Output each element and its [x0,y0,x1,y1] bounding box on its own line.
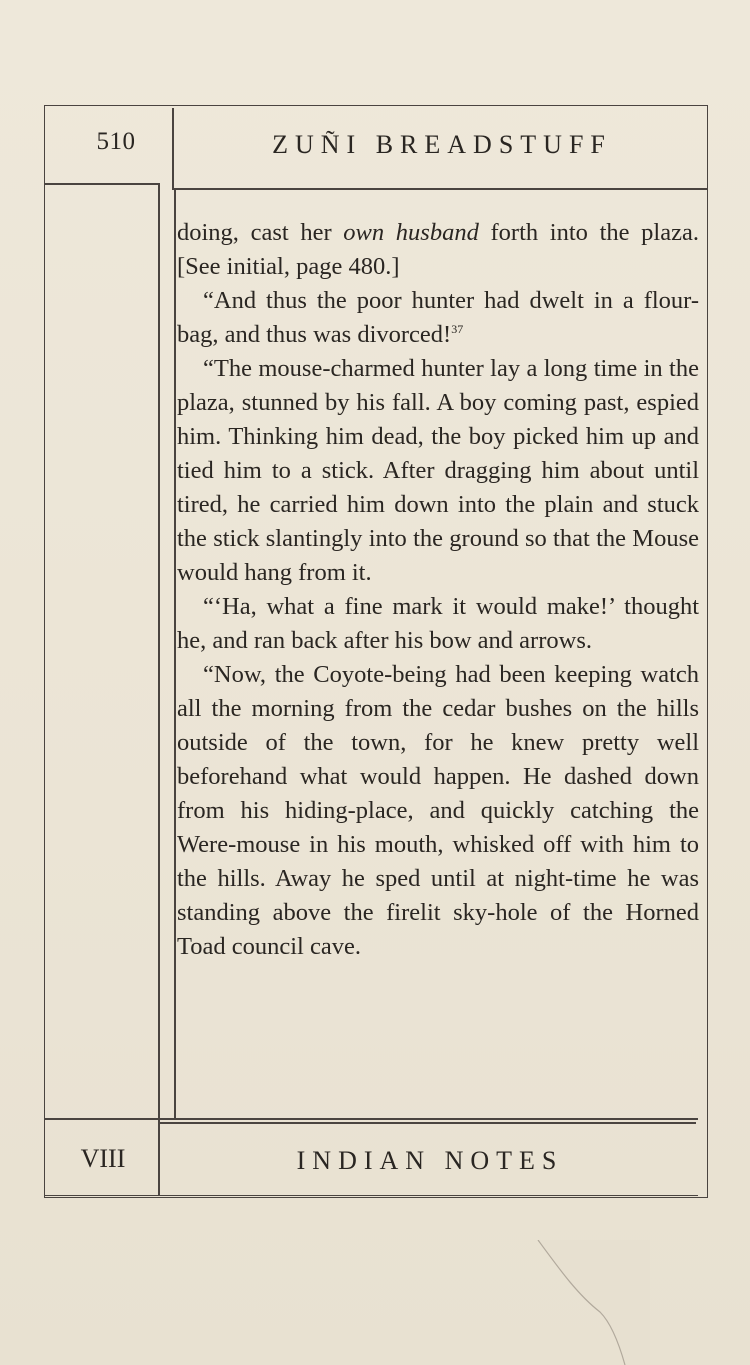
paragraph [177,284,699,352]
header-rule-right [174,188,708,190]
page-number: 510 [96,128,136,155]
margin-rule-inner [174,188,176,1118]
body-text [177,216,699,964]
running-title: ZUÑI BREADSTUFF [272,130,612,159]
paragraph-text: doing, cast her [177,219,344,246]
paper-tear [530,1240,650,1365]
header-rule [44,183,160,185]
paragraph [177,216,699,284]
footer-rule-inner [160,1122,696,1124]
footer-rule [44,1118,698,1120]
paragraph: “The mouse-charmed hunter lay a long time in the plaza, stunned by his fall. A boy coming past, espied him. Thinking him dead, the boy picked him up and tied him to a stick. After dragging him about until tired, he carried him down into the plain and stuck the stick slantingly into the ground so that the Mouse would hang from it. [177,355,699,586]
paragraph-text: “And thus the poor hunter had dwelt in a flour-bag, and thus was divorced! [177,287,699,348]
series-title: INDIAN NOTES [296,1146,564,1175]
margin-rule-top [172,108,174,190]
paragraph-text: forth into the plaza. [See initial, page 480.] [177,219,699,280]
frame-bottom-rule [44,1193,698,1196]
volume-number: VIII [80,1144,126,1173]
italic-phrase: own husband [343,219,479,246]
paragraph: “Now, the Coyote-being had been keeping watch all the morning from the cedar bushes on the hills outside of the town, for he knew pretty well beforehand what would happen. He dashed down from his hiding-place, and quickly catching the Were-mouse in his mouth, whisked off with him to the hills. Away he sped until at night-time he was standing above the firelit sky-hole of the Horned Toad council cave. [177,661,699,960]
paragraph: “‘Ha, what a fine mark it would make!’ thought he, and ran back after his bow and arrows. [177,593,699,654]
footnote-ref: 37 [451,321,464,336]
margin-rule [158,183,160,1195]
